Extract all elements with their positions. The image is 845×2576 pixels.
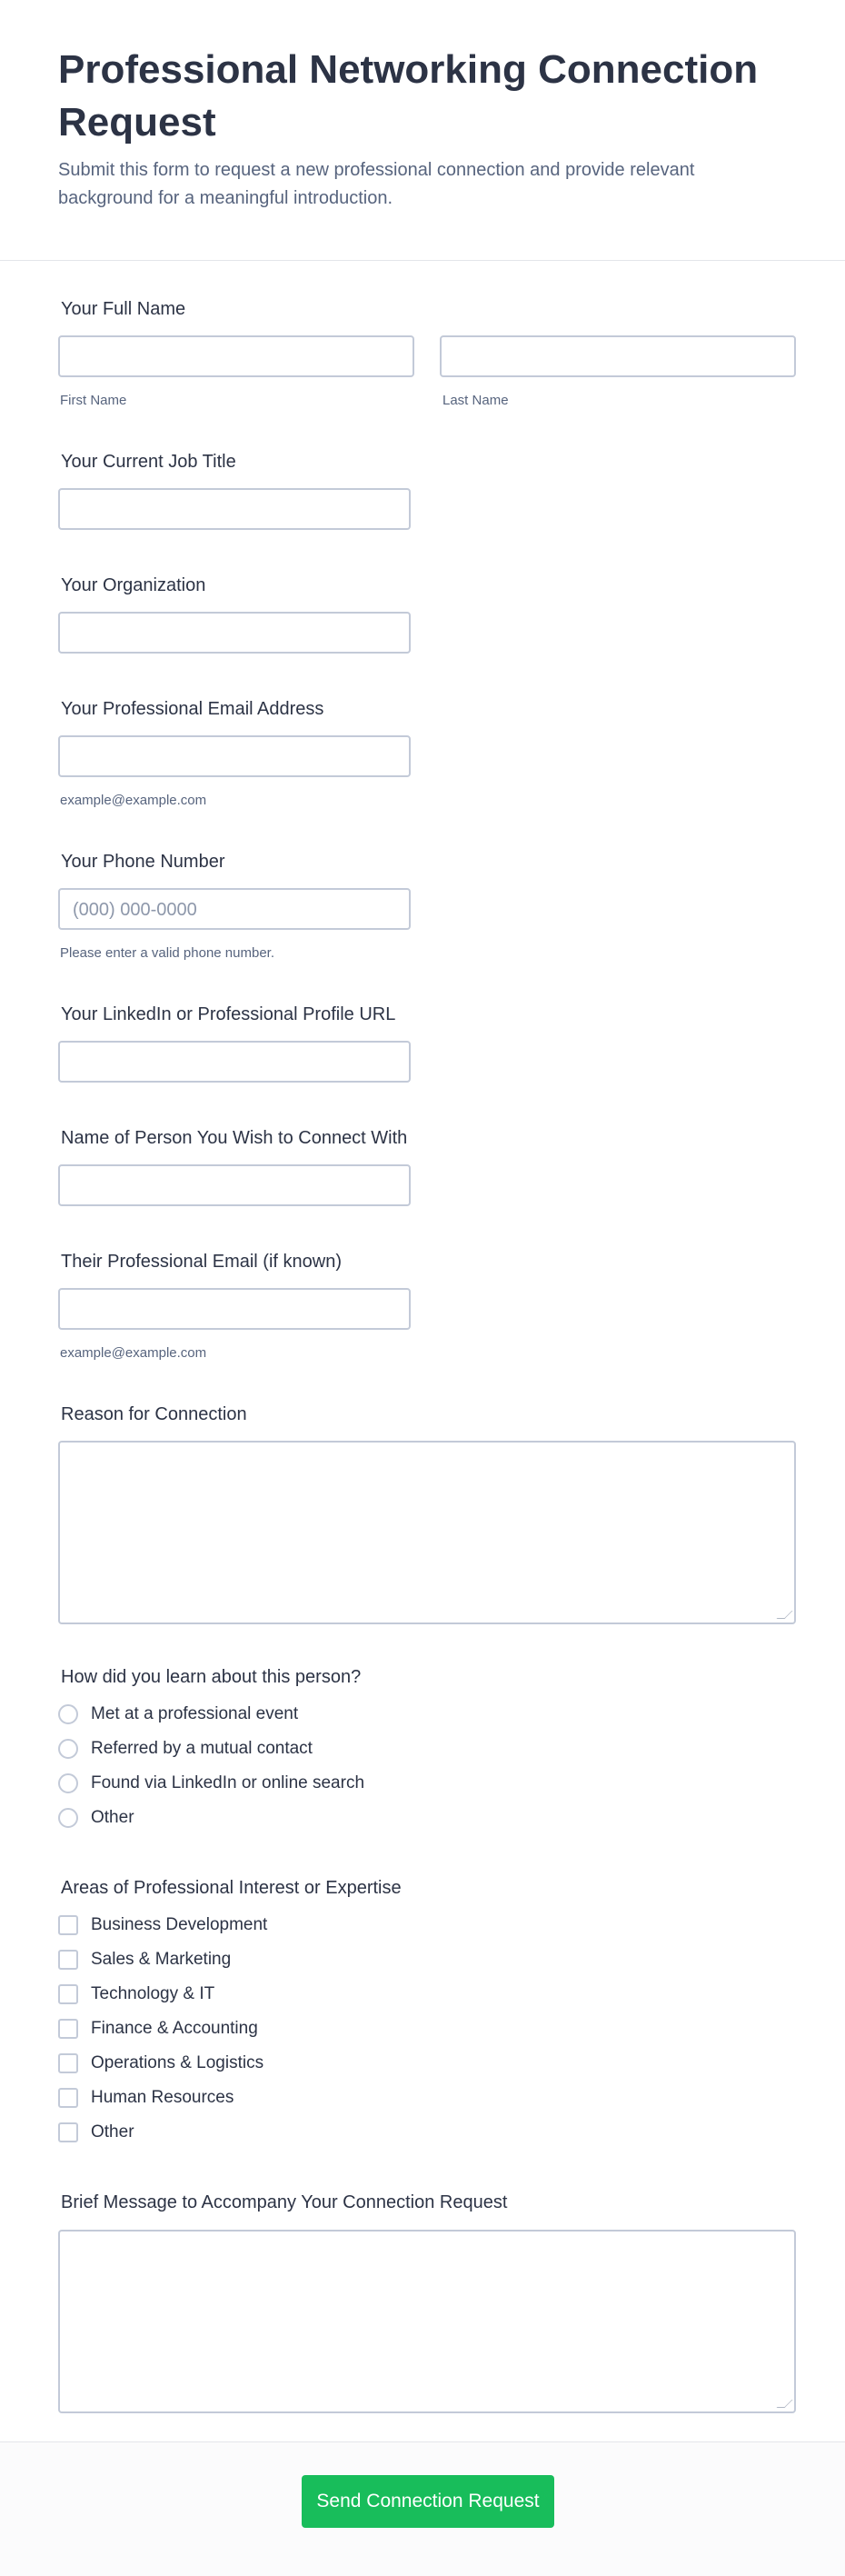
checkbox[interactable] (58, 2053, 78, 2073)
job-title-label: Your Current Job Title (61, 452, 236, 472)
checkbox-option[interactable] (58, 1982, 214, 2007)
checkbox-option-label: Business Development (91, 1915, 268, 1934)
target-name-input[interactable] (58, 1164, 411, 1206)
checkbox-option[interactable] (58, 1912, 267, 1938)
checkbox-option-label: Human Resources (91, 2088, 234, 2107)
phone-sublabel: Please enter a valid phone number. (60, 945, 274, 961)
radio-circle[interactable] (58, 1739, 78, 1759)
first-name-input[interactable] (58, 335, 414, 377)
checkbox-option-label: Operations & Logistics (91, 2053, 264, 2072)
target-email-label: Their Professional Email (if known) (61, 1252, 342, 1272)
checkbox-option[interactable] (58, 2051, 263, 2076)
checkbox[interactable] (58, 1984, 78, 2004)
form-footer (0, 2441, 845, 2576)
radio-option-label: Found via LinkedIn or online search (91, 1773, 365, 1792)
first-name-sublabel: First Name (60, 393, 127, 408)
page-subtitle: Submit this form to request a new professional connection and provide relevant background for a meaningful introduction. (58, 160, 695, 208)
target-email-input[interactable] (58, 1288, 411, 1330)
target-email-sublabel: example@example.com (60, 1345, 207, 1361)
checkbox-option[interactable] (58, 2085, 234, 2111)
radio-option[interactable] (58, 1736, 313, 1762)
last-name-sublabel: Last Name (442, 393, 509, 408)
organization-label: Your Organization (61, 575, 206, 595)
interests-label: Areas of Professional Interest or Expertise (61, 1878, 402, 1898)
radio-option-label: Other (91, 1808, 134, 1827)
checkbox[interactable] (58, 2019, 78, 2039)
email-input[interactable] (58, 735, 411, 777)
checkbox-option[interactable] (58, 2120, 134, 2145)
message-textarea[interactable] (58, 2230, 796, 2413)
radio-circle[interactable] (58, 1808, 78, 1828)
radio-circle[interactable] (58, 1704, 78, 1724)
phone-input[interactable] (58, 888, 411, 930)
form-header (0, 0, 845, 261)
checkbox[interactable] (58, 2088, 78, 2108)
radio-option[interactable] (58, 1702, 298, 1727)
resize-handle-icon[interactable] (777, 2400, 793, 2408)
email-label: Your Professional Email Address (61, 699, 324, 719)
target-name-label: Name of Person You Wish to Connect With (61, 1128, 408, 1148)
radio-option-label: Met at a professional event (91, 1704, 299, 1723)
radio-option[interactable] (58, 1805, 134, 1831)
radio-option[interactable] (58, 1771, 364, 1796)
checkbox[interactable] (58, 1950, 78, 1970)
checkbox[interactable] (58, 1915, 78, 1935)
checkbox-option[interactable] (58, 1947, 231, 1972)
checkbox-option-label: Other (91, 2122, 134, 2142)
radio-circle[interactable] (58, 1773, 78, 1793)
radio-option-label: Referred by a mutual contact (91, 1739, 313, 1758)
checkbox-option[interactable] (58, 2016, 258, 2042)
linkedin-input[interactable] (58, 1041, 411, 1083)
phone-placeholder: (000) 000-0000 (73, 900, 197, 920)
reason-textarea[interactable] (58, 1441, 796, 1624)
email-sublabel: example@example.com (60, 793, 207, 808)
reason-label: Reason for Connection (61, 1404, 247, 1424)
page-title: Professional Networking Connection Request (58, 47, 759, 145)
last-name-input[interactable] (440, 335, 796, 377)
phone-label: Your Phone Number (61, 852, 225, 872)
message-label: Brief Message to Accompany Your Connection Request (61, 2192, 508, 2212)
checkbox-option-label: Technology & IT (91, 1984, 215, 2003)
resize-handle-icon[interactable] (777, 1611, 793, 1619)
job-title-input[interactable] (58, 488, 411, 530)
how-learned-label: How did you learn about this person? (61, 1667, 362, 1687)
submit-button[interactable]: Send Connection Request (302, 2475, 554, 2528)
checkbox-option-label: Sales & Marketing (91, 1950, 232, 1969)
linkedin-label: Your LinkedIn or Professional Profile URL (61, 1004, 396, 1024)
checkbox-option-label: Finance & Accounting (91, 2019, 258, 2038)
full-name-label: Your Full Name (61, 299, 186, 319)
organization-input[interactable] (58, 612, 411, 654)
checkbox[interactable] (58, 2122, 78, 2142)
